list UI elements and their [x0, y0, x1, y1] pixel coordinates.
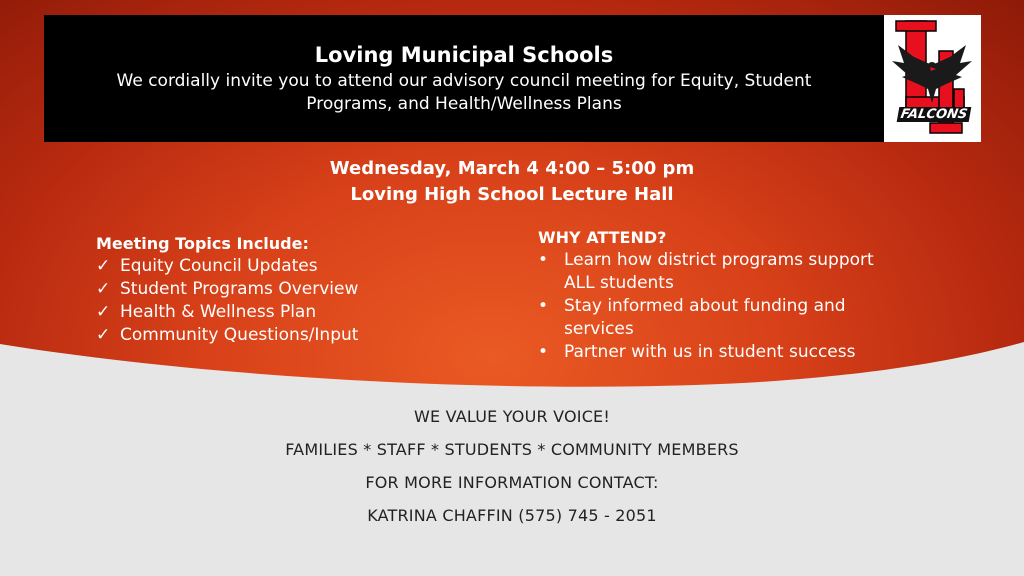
bullet-icon: •	[538, 296, 549, 316]
meeting-topics	[96, 232, 476, 347]
audience-line: FAMILIES * STAFF * STUDENTS * COMMUNITY MEMBERS	[285, 440, 739, 459]
why-heading: WHY ATTEND?	[538, 228, 667, 247]
title-banner	[44, 15, 884, 142]
why-attend	[538, 226, 898, 364]
school-logo	[884, 15, 981, 142]
falcon-icon	[884, 15, 981, 142]
event-datetime: Wednesday, March 4 4:00 – 5:00 pm	[329, 158, 695, 179]
logo-text: FALCONS	[897, 107, 972, 122]
event-details	[200, 156, 824, 208]
list-item: • Stay informed about funding and services	[538, 296, 846, 339]
check-icon: ✓	[96, 302, 111, 322]
invitation-text: We cordially invite you to attend our advisory council meeting for Equity, Student Programs, and Health/Wellness Plans	[116, 71, 812, 114]
bullet-icon: •	[538, 342, 549, 362]
check-icon: ✓	[96, 256, 111, 276]
check-icon: ✓	[96, 325, 111, 345]
voice-line: WE VALUE YOUR VOICE!	[414, 407, 610, 426]
list-item: • Partner with us in student success	[538, 342, 856, 362]
page-title: Loving Municipal Schools	[314, 43, 614, 67]
check-icon: ✓	[96, 279, 111, 299]
event-location: Loving High School Lecture Hall	[350, 184, 674, 205]
list-item: ✓ Student Programs Overview	[96, 279, 359, 299]
list-item: ✓ Community Questions/Input	[96, 325, 359, 345]
topics-heading: Meeting Topics Include:	[96, 234, 309, 253]
contact-info: KATRINA CHAFFIN (575) 745 - 2051	[367, 506, 657, 525]
list-item: ✓ Health & Wellness Plan	[96, 302, 317, 322]
list-item: • Learn how district programs support ALL students	[538, 250, 874, 293]
contact-label: FOR MORE INFORMATION CONTACT:	[365, 473, 659, 492]
footer	[162, 400, 862, 532]
bullet-icon: •	[538, 250, 549, 270]
list-item: ✓ Equity Council Updates	[96, 256, 318, 276]
